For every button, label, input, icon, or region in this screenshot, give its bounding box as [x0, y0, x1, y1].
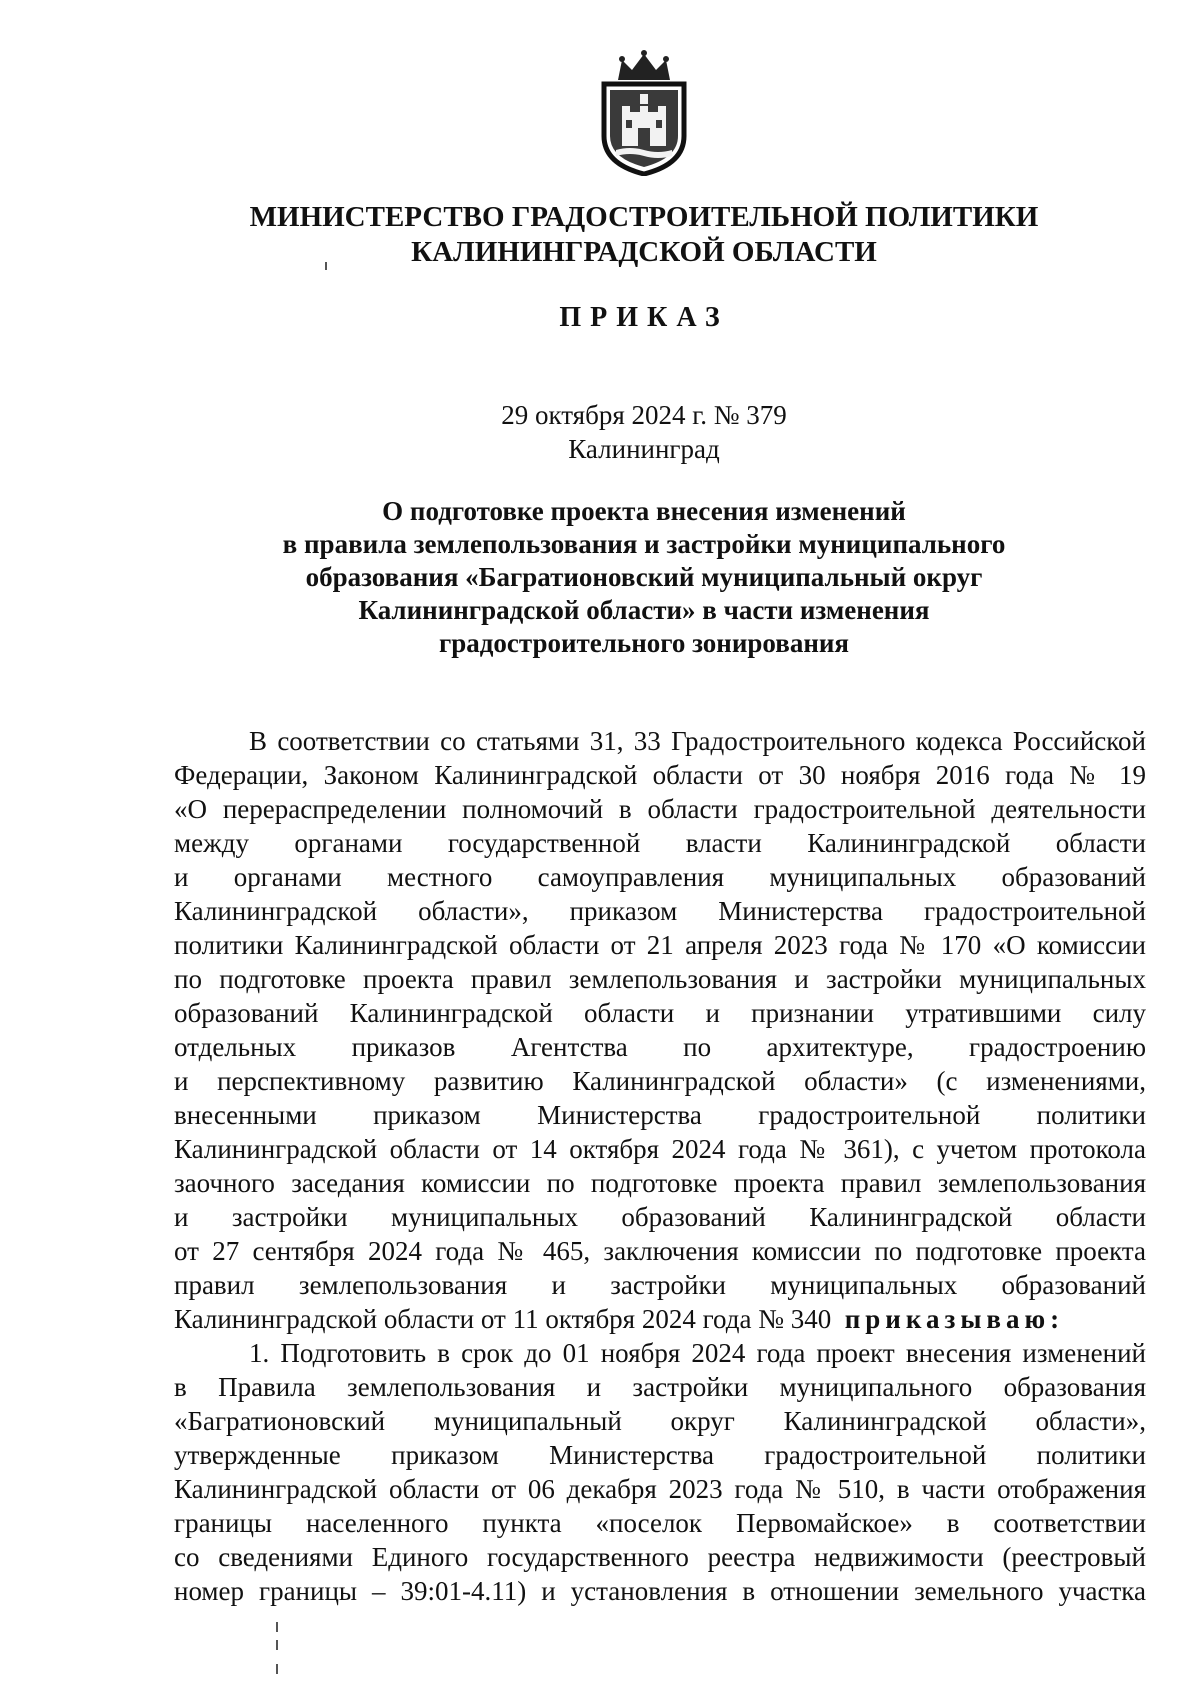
subject-line: О подготовке проекта внесения изменений: [382, 496, 906, 526]
body-line: образований Калининградской области и признании утратившими силу: [174, 998, 1146, 1028]
body-line: заочного заседания комиссии по подготовке проекта правил землепользования: [174, 1168, 1146, 1198]
city-name: Калининград: [568, 434, 720, 464]
body-line: В соответствии со статьями 31, 33 Градостроительного кодекса Российской: [249, 726, 1146, 756]
body-line-with-order: [174, 1302, 1146, 1336]
body-line: 1. Подготовить в срок до 01 ноября 2024 года проект внесения изменений: [249, 1338, 1146, 1368]
body-line: номер границы – 39:01-4.11) и установления в отношении земельного участка: [174, 1576, 1146, 1606]
ministry-name-line1: МИНИСТЕРСТВО ГРАДОСТРОИТЕЛЬНОЙ ПОЛИТИКИ: [249, 201, 1039, 233]
subject-line: градостроительного зонирования: [438, 628, 850, 658]
body-line: по подготовке проекта правил землепользования и застройки муниципальных: [174, 964, 1146, 994]
body-line: со сведениями Единого государственного реестра недвижимости (реестровый: [174, 1542, 1146, 1572]
body-line: «Багратионовский муниципальный округ Калининградской области»,: [174, 1406, 1146, 1436]
scan-speck: [276, 1640, 278, 1650]
ministry-name: [160, 200, 1128, 270]
ministry-name-line2: КАЛИНИНГРАДСКОЙ ОБЛАСТИ: [411, 236, 877, 268]
body-line: утвержденные приказом Министерства градостроительной политики: [174, 1440, 1146, 1470]
coat-of-arms-icon: [596, 50, 692, 176]
body-line: политики Калининградской области от 21 апреля 2023 года № 170 «О комиссии: [174, 930, 1146, 960]
document-type-title: ПРИКАЗ: [559, 302, 729, 333]
body-line: и органами местного самоуправления муниципальных образований: [174, 862, 1146, 892]
scan-speck: [325, 262, 327, 270]
body-line-text: Калининградской области от 11 октября 2024 года № 340: [174, 1304, 832, 1334]
body-line: и застройки муниципальных образований Калининградской области: [174, 1202, 1146, 1232]
subject-line: образования «Багратионовский муниципальный округ: [305, 562, 983, 592]
body-line: от 27 сентября 2024 года № 465, заключения комиссии по подготовке проекта: [174, 1236, 1146, 1266]
document-body: [174, 724, 1146, 1608]
body-line: границы населенного пункта «поселок Первомайское» в соответствии: [174, 1508, 1146, 1538]
scan-speck: [276, 1622, 278, 1632]
body-line: Федерации, Законом Калининградской области от 30 ноября 2016 года № 19: [174, 760, 1146, 790]
body-line: Калининградской области от 06 декабря 2023 года № 510, в части отображения: [174, 1474, 1146, 1504]
body-line: между органами государственной власти Калининградской области: [174, 828, 1146, 858]
body-line: внесенными приказом Министерства градостроительной политики: [174, 1100, 1146, 1130]
body-line: отдельных приказов Агентства по архитектуре, градостроению: [174, 1032, 1146, 1062]
body-line: в Правила землепользования и застройки муниципального образования: [174, 1372, 1146, 1402]
body-line: и перспективному развитию Калининградской области» (с изменениями,: [174, 1066, 1146, 1096]
subject-line: в правила землепользования и застройки муниципального: [282, 529, 1006, 559]
body-line: «О перераспределении полномочий в области градостроительной деятельности: [174, 794, 1146, 824]
document-subject: [200, 495, 1088, 660]
subject-line: Калининградской области» в части изменения: [358, 595, 930, 625]
body-line: Калининградской области от 14 октября 2024 года № 361), с учетом протокола: [174, 1134, 1146, 1164]
body-line: Калининградской области», приказом Министерства градостроительной: [174, 896, 1146, 926]
body-line: правил землепользования и застройки муниципальных образований: [174, 1270, 1146, 1300]
scan-speck: [276, 1664, 278, 1674]
order-word: приказываю:: [844, 1304, 1065, 1334]
date-and-number: 29 октября 2024 г. № 379: [501, 400, 787, 430]
